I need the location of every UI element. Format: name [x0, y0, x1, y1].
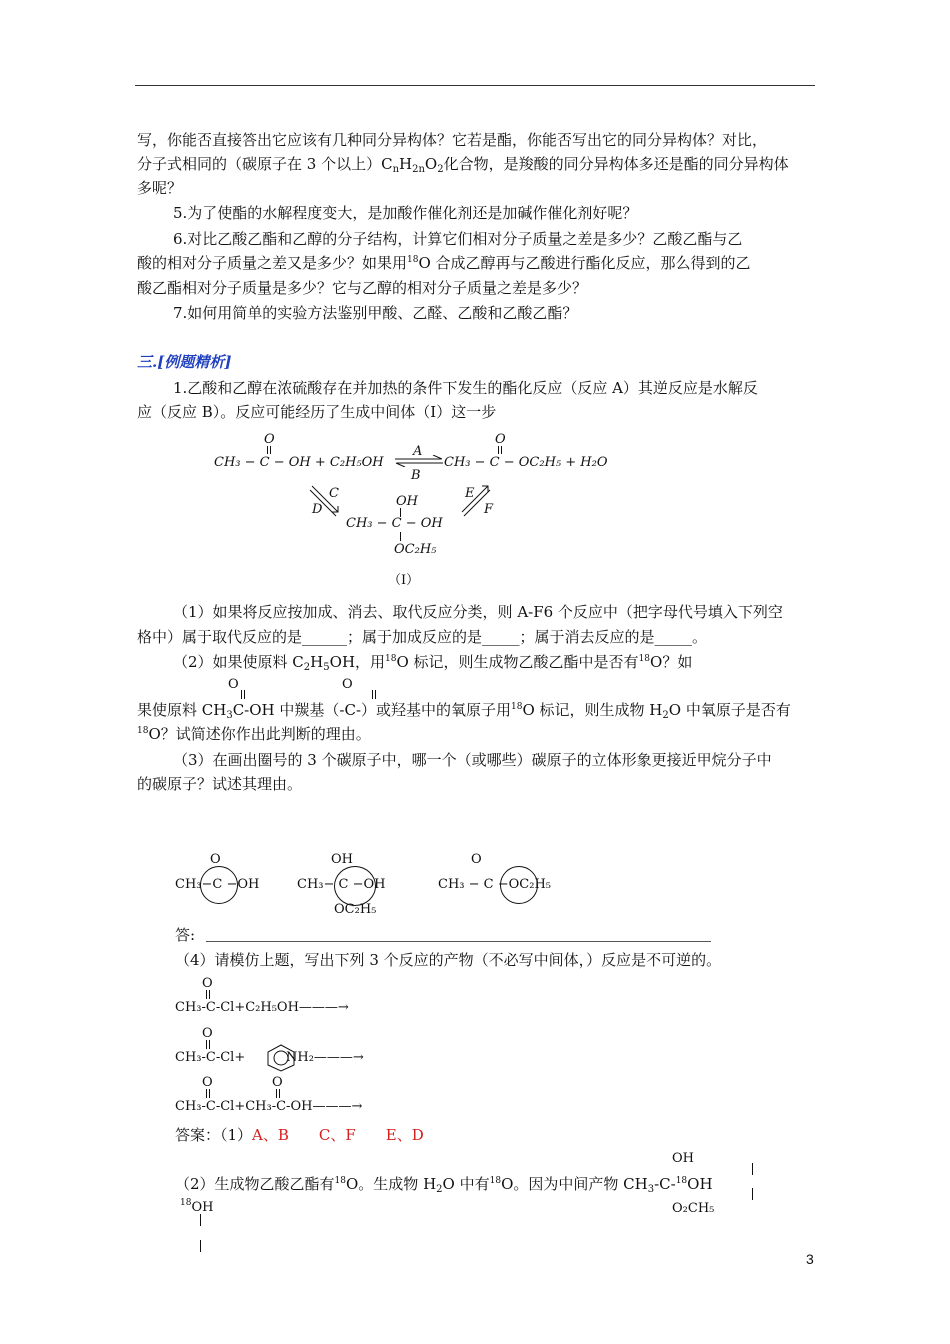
text: O？试简述你作出此判断的理由。 [148, 725, 371, 743]
s3-top: O [471, 852, 482, 867]
carbonyl-o-right: O [495, 432, 506, 447]
subscript: 3 [226, 710, 233, 721]
superscript: 18 [675, 1176, 688, 1186]
question-6-line2 [137, 253, 751, 276]
r3-top-2: O [272, 1075, 283, 1090]
text: -C- [654, 1175, 676, 1193]
question-2-line3 [137, 724, 371, 747]
subscript: 2 [303, 662, 311, 673]
text: O。生成物 H [346, 1175, 437, 1193]
text: O。因为中间产物 CH [501, 1175, 648, 1193]
question-7: 7.如何用简单的实验方法鉴别甲酸、乙醛、乙酸和乙酸乙酯？ [173, 304, 578, 322]
r2-top: O [202, 1026, 213, 1041]
s2-top: OH [331, 852, 353, 867]
text: O 中氧原子是否有 [668, 701, 791, 719]
carbon-circle-2 [334, 866, 376, 906]
carbon-circle-1 [200, 866, 238, 904]
question-1-line1: （1）如果将反应按加成、消去、取代反应分类，则 A-F6 个反应中（把字母代号填入下列空 [173, 603, 783, 621]
answer-2-bond-left-b [200, 1240, 201, 1252]
answers-line1 [175, 1125, 424, 1145]
header-rule [135, 85, 815, 86]
subscript: 3 [647, 1184, 655, 1195]
text: O [424, 155, 438, 173]
question-4: （4）请模仿上题，写出下列 3 个反应的产物（不必写中间体，）反应是不可逆的。 [175, 951, 722, 969]
answer-underline [206, 941, 711, 942]
r2-bond-a [206, 1040, 207, 1049]
label-d: D [312, 502, 323, 517]
superscript: 18 [489, 1176, 502, 1186]
reaction-3: CH₃-C-Cl+CH₃-C-OH———→ [175, 1099, 363, 1114]
reaction-2-start: CH₃-C-Cl+ [175, 1050, 246, 1065]
question-6-line3: 酸乙酯相对分子质量是多少？它与乙醇的相对分子质量之差是多少？ [137, 279, 588, 297]
subscript: 5 [323, 662, 330, 673]
equilibrium-arrows [393, 455, 445, 467]
text: H [399, 155, 413, 173]
superscript: 18 [137, 726, 149, 736]
question-3-line2: 的碳原子？试述其理由。 [137, 775, 303, 793]
carbon-circle-3 [500, 866, 538, 904]
double-bond-b2 [375, 690, 376, 699]
text: O？如 [650, 653, 693, 671]
superscript: 18 [511, 702, 523, 712]
label-b: B [411, 468, 421, 483]
question-1-line2: 格中）属于取代反应的是______；属于加成反应的是_____；属于消去反应的是_____。 [137, 628, 708, 646]
bond-vertical-bottom [400, 532, 401, 541]
intermediate-bottom: OC₂H₅ [394, 542, 437, 557]
superscript: 18 [180, 1198, 192, 1208]
text: （2）如果使原料 C [173, 653, 304, 671]
text: OH [687, 1175, 713, 1193]
text: O 标记，则生成物 H [522, 701, 663, 719]
double-bond-left-b [270, 446, 271, 454]
superscript: 18 [334, 1176, 346, 1186]
s2-bottom: OC₂H₅ [334, 902, 377, 917]
label-f: F [484, 502, 494, 517]
reactants: CH₃ − C − OH + C₂H₅OH [214, 455, 384, 470]
r1-bond-a [206, 990, 207, 999]
answer-label: 答: [175, 926, 196, 944]
structure-2: CH₃− C −OH [297, 877, 386, 892]
question-6-line1: 6.对比乙酸乙酯和乙醇的分子结构，计算它们相对分子质量之差是多少？乙酸乙酯与乙 [173, 230, 743, 248]
answer-1: A、B C、F E、D [252, 1126, 424, 1144]
text: 酸的相对分子质量之差又是多少？如果用 [137, 254, 408, 272]
intermediate: CH₃ − C − OH [346, 516, 443, 531]
r3-bond-c [276, 1089, 277, 1098]
carbonyl-o-a: O [228, 677, 239, 692]
r1-top: O [202, 976, 213, 991]
carbonyl-o-left: O [264, 432, 275, 447]
structure-1: CH₃−C −OH [175, 877, 260, 892]
r2-bond-b [209, 1040, 210, 1049]
answer-2-bond-bottom [752, 1188, 753, 1200]
text: C-OH 中羰基（-C-）或羟基中的氧原子用 [232, 701, 512, 719]
carbonyl-o-b: O [342, 677, 353, 692]
label-e: E [465, 486, 475, 501]
subscript: n [392, 164, 400, 175]
double-bond-a2 [244, 690, 245, 699]
answer-2 [175, 1174, 713, 1197]
page-number: 3 [806, 1251, 814, 1267]
r3-bond-a [206, 1089, 207, 1098]
text: OH [191, 1200, 214, 1215]
question-2-line1 [173, 652, 692, 675]
superscript: 18 [385, 654, 397, 664]
double-bond-right-a [498, 446, 499, 454]
answer-2-oh-top: OH [672, 1151, 694, 1166]
reaction-1: CH₃-C-Cl+C₂H₅OH———→ [175, 1000, 349, 1015]
intermediate-label: （I） [388, 573, 420, 588]
text: O 中有 [442, 1175, 490, 1193]
subscript: 2 [437, 164, 444, 175]
r1-bond-b [209, 990, 210, 999]
text: OH，用 [329, 653, 386, 671]
subscript: 2 [662, 710, 669, 721]
structure-3: CH₃ − C −OC₂H₅ [438, 877, 551, 892]
text: 果使原料 CH [137, 701, 227, 719]
answer-2-bond-left-a [200, 1214, 201, 1226]
answer-2-bottom: O₂CH₅ [672, 1201, 715, 1216]
double-bond-left-a [267, 446, 268, 454]
text: 分子式相同的（碳原子在 3 个以上）C [137, 155, 393, 173]
paragraph-line: 多呢？ [137, 179, 183, 197]
paragraph-line [137, 154, 789, 177]
example-line2: 应（反应 B）。反应可能经历了生成中间体（I）这一步 [137, 403, 497, 421]
label-c: C [329, 486, 339, 501]
question-3-line1: （3）在画出圈号的 3 个碳原子中，哪一个（或哪些）碳原子的立体形象更接近甲烷分子中 [173, 751, 772, 769]
answer-2-18oh [180, 1200, 213, 1215]
double-bond-right-b [501, 446, 502, 454]
double-bond-a1 [241, 690, 242, 699]
products: CH₃ − C − OC₂H₅ + H₂O [444, 455, 608, 470]
text: （2）生成物乙酸乙酯有 [175, 1175, 335, 1193]
superscript: 18 [407, 255, 419, 265]
example-line1: 1.乙酸和乙醇在浓硫酸存在并加热的条件下发生的酯化反应（反应 A）其逆反应是水解反 [173, 379, 758, 397]
answers-label: 答案：（1） [175, 1126, 253, 1144]
r3-bond-b [209, 1089, 210, 1098]
double-bond-b1 [372, 690, 373, 699]
superscript: 18 [638, 654, 651, 664]
s1-top: O [210, 852, 221, 867]
question-2-line2 [137, 700, 791, 723]
r3-top-1: O [202, 1075, 213, 1090]
section-title: 三.[例题精析] [137, 353, 232, 371]
paragraph-line: 写，你能否直接答出它应该有几种同分异构体？它若是酯，你能否写出它的同分异构体？对比， [137, 131, 768, 149]
label-a: A [413, 444, 423, 459]
answer-2-bond-top [752, 1163, 753, 1175]
text: H [310, 653, 324, 671]
text: 化合物，是羧酸的同分异构体多还是酯的同分异构体 [443, 155, 789, 173]
text: O 合成乙醇再与乙酸进行酯化反应，那么得到的乙 [418, 254, 751, 272]
intermediate-oh-top: OH [396, 494, 418, 509]
question-5: 5.为了使酯的水解程度变大，是加酸作催化剂还是加碱作催化剂好呢？ [173, 204, 638, 222]
subscript: 2 [436, 1184, 443, 1195]
text: O 标记，则生成物乙酸乙酯中是否有 [396, 653, 639, 671]
r3-bond-d [279, 1089, 280, 1098]
subscript: 2n [412, 164, 425, 175]
reaction-2-end: NH₂———→ [286, 1050, 364, 1065]
